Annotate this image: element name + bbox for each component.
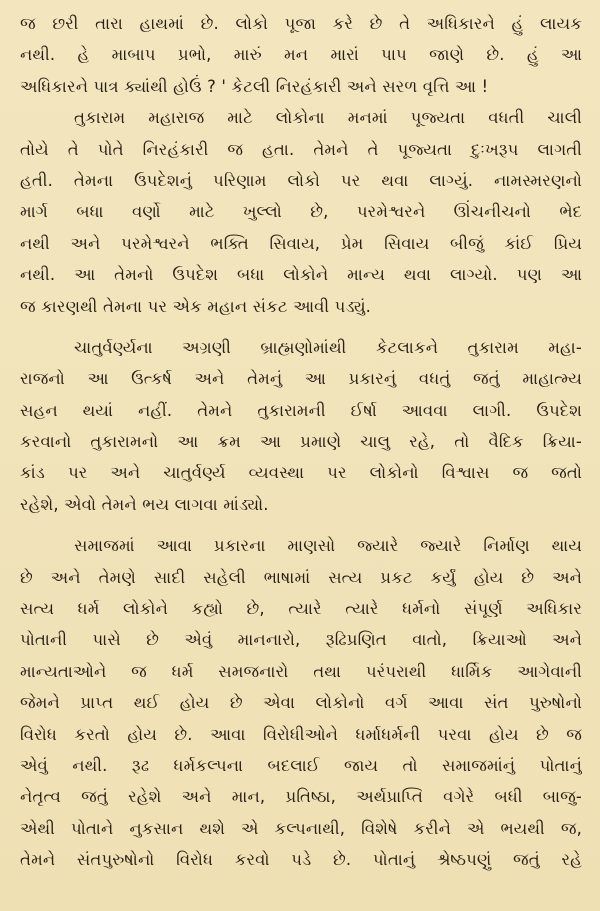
- text-line: રાજનો આ ઉત્કર્ષ અને તેમનું આ પ્રકારનું વધતું જતું માહાત્મ્ય: [20, 369, 582, 389]
- text-line: જ છરી તારા હાથમાં છે. લોકો પૂજા કરે છે તે અધિકારને હું લાયક: [20, 14, 582, 33]
- text-line: પોતાની પાસે છે એવું માનનારો, રૂઢિપ્રણિત વાતો, ક્રિયાઓ અને: [20, 630, 582, 650]
- text-line: કાંડ પર અને ચાતુર્વર્ણ્ય વ્યવસ્થા પર લોકોનો વિશ્વાસ જ જતો: [20, 463, 582, 483]
- paragraph-gap: [20, 322, 582, 332]
- text-line: નથી અને પરમેશ્વરને ભક્તિ સિવાય, પ્રેમ સિવાય બીજું કાંઈ પ્રિય: [20, 233, 582, 253]
- text-line: ચાતુર્વર્ણ્યના અગ્રણી બ્રાહ્મણોમાંથી કેટલાકને તુકારામ મહા-: [74, 337, 582, 357]
- text-line: માન્યતાઓને જ ધર્મ સમજનારો તથા પરંપરાથી ધાર્મિક આગેવાની: [20, 661, 582, 681]
- text-line: રહેશે, એવો તેમને ભય લાગવા માંડ્યો.: [20, 494, 269, 514]
- text-line: તેમને સંતપુરુષોનો વિરોધ કરવો પડે છે. પોતાનું શ્રેષ્ઠપણું જતું રહે: [20, 850, 582, 870]
- text-line: સમાજમાં આવા પ્રકારના માણસો જ્યારે જ્યારે નિર્માણ થાય: [74, 536, 582, 556]
- text-line: એથી પોતાને નુકસાન થશે એ કલ્પનાથી, વિશેષે કરીને એ ભયથી જ,: [20, 818, 582, 838]
- text-line: એવું નથી. રૂઢ ધર્મકલ્પના બદલાઈ જાય તો સમાજમાંનું પોતાનું: [20, 755, 582, 775]
- paragraph-3: [20, 332, 582, 520]
- text-line: હતી. તેમના ઉપદેશનું પરિણામ લોકો પર થવા લાગ્યું. નામસ્મરણનો: [20, 170, 582, 190]
- text-line: તોયે તે પોતે નિરહંકારી જ હતા. તેમને તે પૂજ્યતા દુઃખરૂપ લાગતી: [20, 139, 582, 159]
- text-line: સહન થયાં નહીં. તેમને તુકારામની ઈર્ષા આવવા લાગી. ઉપદેશ: [20, 400, 582, 420]
- text-line: જ કારણથી તેમના પર એક મહાન સંકટ આવી પડ્યું.: [20, 296, 372, 316]
- text-line: કરવાનો તુકારામનો આ ક્રમ આ પ્રમાણે ચાલુ રહે, તો વૈદિક ક્રિયા-: [20, 432, 582, 452]
- text-line: તુકારામ મહારાજ માટે લોકોના મનમાં પૂજ્યતા વધતી ચાલી: [74, 108, 582, 128]
- text-line: નથી. હે માબાપ પ્રભો, મારું મન મારાં પાપ જાણે છે. હું આ: [20, 45, 582, 65]
- text-line: વિરોધ કરતો હોય છે. આવા વિરોધીઓને ધર્માધર્મની પરવા હોય છે જ: [20, 724, 582, 744]
- paragraph-1: [20, 8, 582, 102]
- paragraph-2: [20, 102, 582, 322]
- text-line: અધિકારને પાત્ર ક્યાંથી હોઉં ? ' કેટલી નિરહંકારી અને સરળ વૃત્તિ આ !: [20, 76, 489, 96]
- text-line: નેતૃત્વ જતું રહેશે અને માન, પ્રતિષ્ઠા, અર્થપ્રાપ્તિ વગેરે બધી બાજુ-: [20, 787, 582, 807]
- text-line: જેમને પ્રાપ્ત થઈ હોય છે એવા લોકોનો વર્ગ આવા સંત પુરુષોનો: [20, 693, 582, 713]
- text-line: માર્ગ બધા વર્ણો માટે ખુલ્લો છે, પરમેશ્વરને ઊંચનીચનો ભેદ: [20, 202, 582, 222]
- paragraph-gap: [20, 520, 582, 530]
- text-line: સત્ય ધર્મ લોકોને કહ્યો છે, ત્યારે ત્યારે ધર્મનો સંપૂર્ણ અધિકાર: [20, 599, 582, 619]
- paragraph-4: [20, 530, 582, 875]
- text-line: છે અને તેમણે સાદી સહેલી ભાષામાં સત્ય પ્રકટ કર્યું હોય છે અને: [20, 567, 582, 587]
- text-line: નથી. આ તેમનો ઉપદેશ બધા લોકોને માન્ય થવા લાગ્યો. પણ આ: [20, 265, 582, 285]
